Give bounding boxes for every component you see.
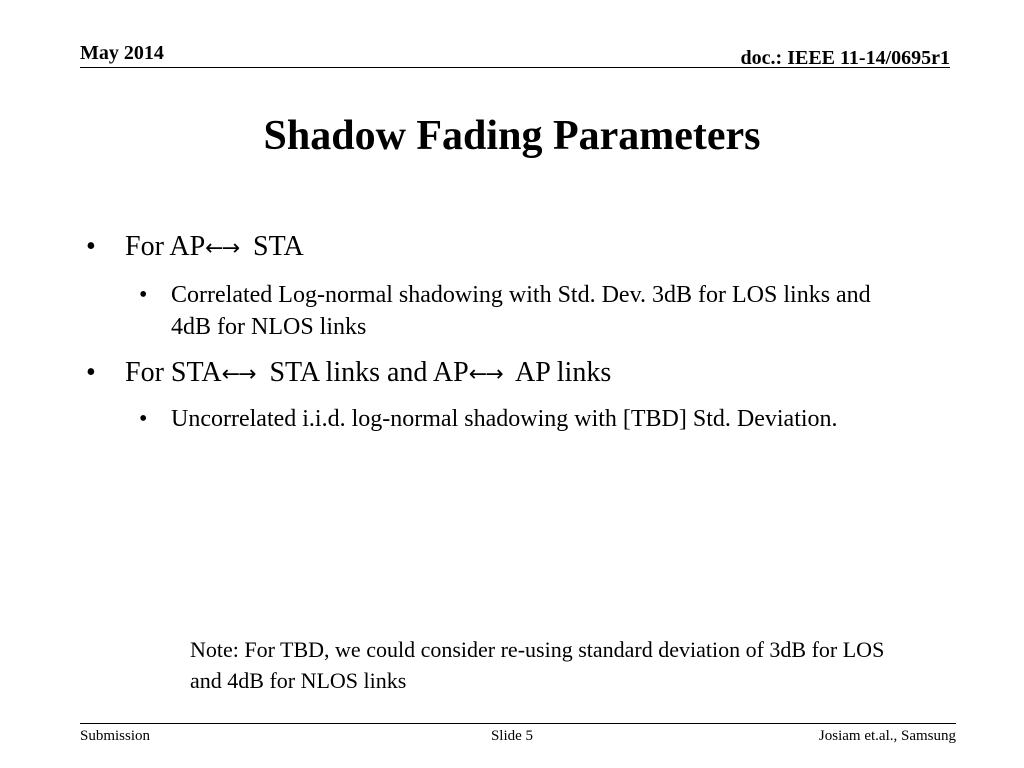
bullet-2-prefix: For STA [125, 357, 222, 388]
sub-bullet-1-text: Correlated Log-normal shadowing with Std. Dev. 3dB for LOS links and 4dB for NLOS links [171, 282, 871, 340]
bullet-1-prefix: For AP [125, 231, 206, 262]
footer-submission: Submission [80, 728, 151, 744]
bullet-2-suffix: AP links [509, 357, 612, 388]
bullet-1-dot: • [86, 231, 96, 262]
bidirectional-arrow-icon: ←→ [221, 362, 255, 387]
bullet-2-text [125, 357, 611, 389]
bullet-2-mid: STA links and AP [262, 357, 469, 388]
bullet-1-suffix: STA [246, 231, 304, 262]
sub-bullet-2-text: Uncorrelated i.i.d. log-normal shadowing with [TBD] Std. Deviation. [171, 406, 838, 432]
bullet-1-text [125, 231, 304, 263]
footer-rule [80, 723, 956, 724]
sub-bullet-1-dot: • [139, 282, 148, 308]
header-date: May 2014 [80, 42, 164, 64]
note-text: Note: For TBD, we could consider re-using standard deviation of 3dB for LOS and 4dB for NLOS links [190, 637, 885, 693]
header-rule [80, 67, 950, 68]
footer-authors: Josiam et.al., Samsung [818, 728, 956, 744]
footer-slide-number: Slide 5 [490, 728, 534, 744]
slide-title: Shadow Fading Parameters [263, 113, 761, 159]
bidirectional-arrow-icon: ←→ [468, 362, 502, 387]
bullet-2-dot: • [86, 357, 96, 388]
bidirectional-arrow-icon: ←→ [205, 236, 239, 261]
sub-bullet-2-dot: • [139, 406, 148, 432]
header-doc-id: doc.: IEEE 11-14/0695r1 [740, 47, 950, 69]
